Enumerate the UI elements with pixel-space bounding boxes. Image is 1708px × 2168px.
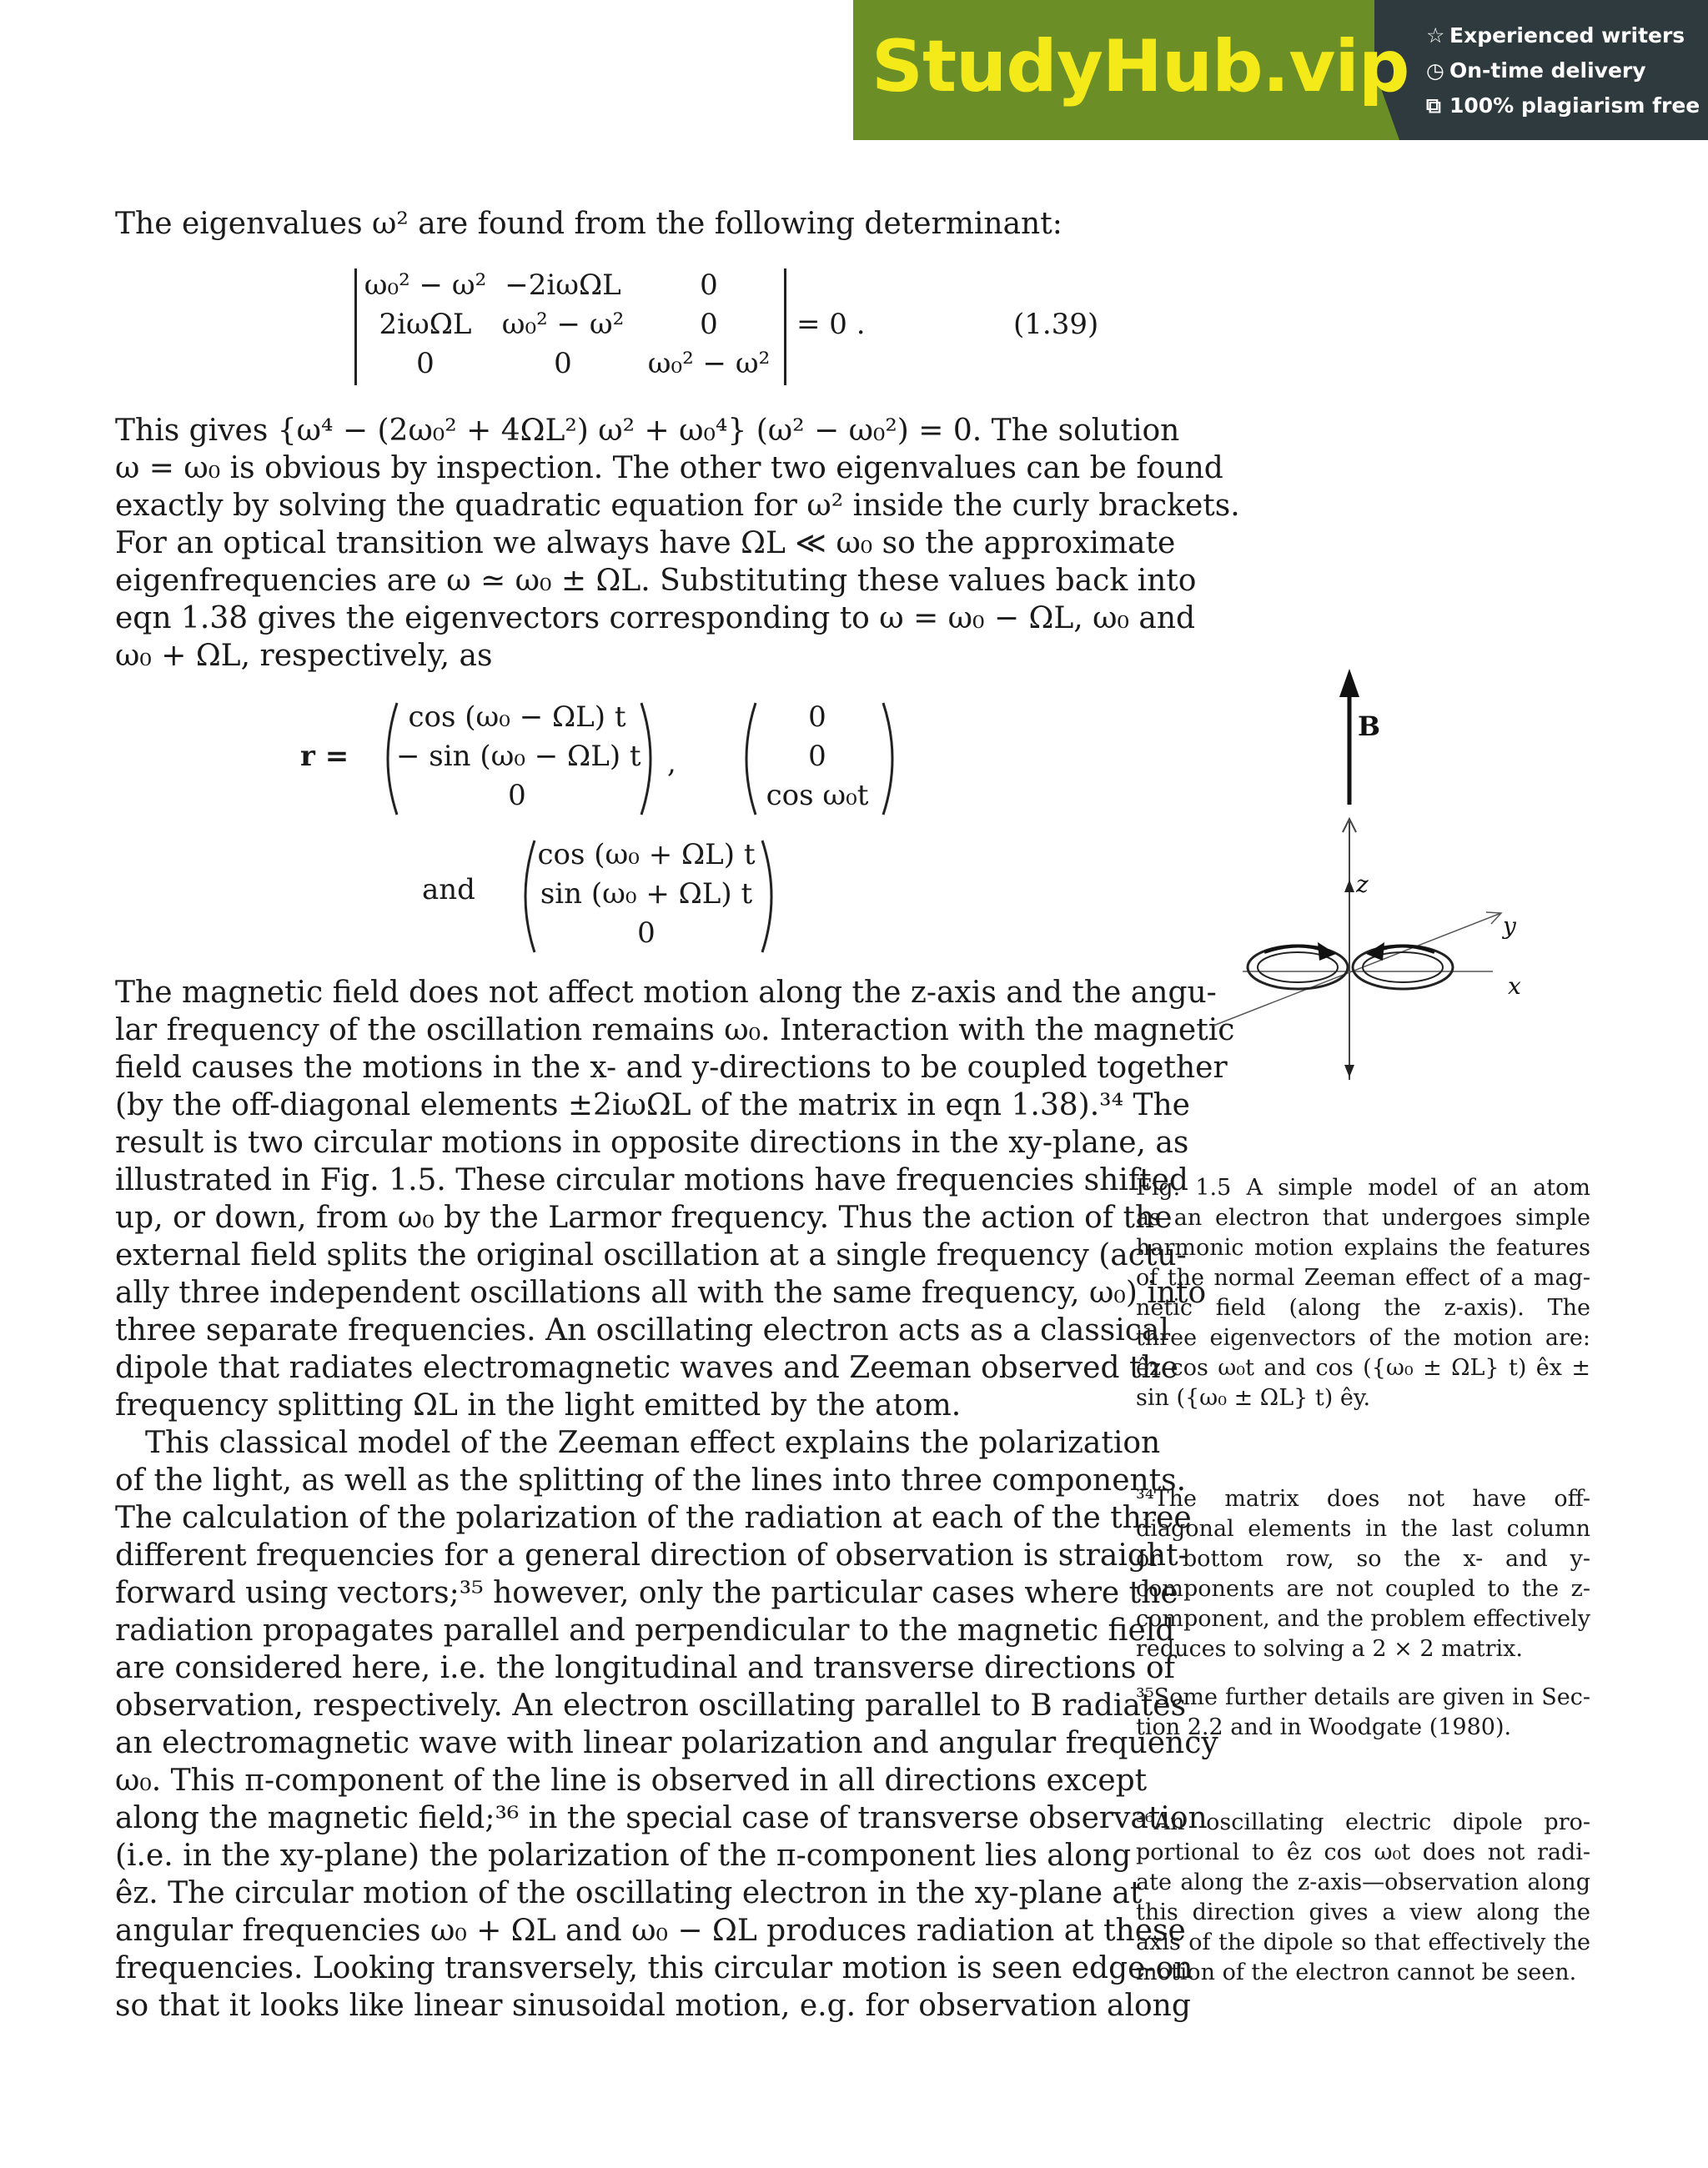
- x-label: x: [1508, 972, 1521, 1000]
- paren-right: [880, 700, 905, 817]
- equation-number: (1.39): [1013, 308, 1099, 341]
- det-rhs: = 0 .: [796, 308, 866, 341]
- text-line: so that it looks like linear sinusoidal motion, e.g. for observation along: [115, 1989, 1191, 2023]
- det-bar-left: [354, 268, 357, 385]
- text-line: For an optical transition we always have ΩL ≪ ω₀ so the approximate: [115, 526, 1176, 560]
- studyhub-logo[interactable]: StudyHub.vip: [872, 25, 1409, 108]
- det-bar-right: [784, 268, 786, 385]
- text-line: This classical model of the Zeeman effect explains the polarization: [145, 1426, 1161, 1460]
- footnote-36-line: axis of the dipole so that effectively the: [1136, 1930, 1590, 1955]
- footnote-35-line: tion 2.2 and in Woodgate (1980).: [1136, 1714, 1512, 1740]
- figure-caption-line: of the normal Zeeman effect of a mag-: [1136, 1265, 1590, 1291]
- text-line: dipole that radiates electromagnetic waves and Zeeman observed the: [115, 1351, 1178, 1385]
- badge-on-time-delivery: ◷ On-time delivery: [1426, 58, 1646, 83]
- text-line: forward using vectors;³⁵ however, only the particular cases where the: [115, 1576, 1178, 1610]
- vector-cell: − sin (ω₀ − ΩL) t: [396, 740, 641, 773]
- footnote-34-line: component, and the problem effectively: [1136, 1606, 1590, 1632]
- text-line: ω₀. This π-component of the line is observed in all directions except: [115, 1764, 1148, 1798]
- text-line: along the magnetic field;³⁶ in the special case of transverse observation: [115, 1801, 1208, 1835]
- text-line: eqn 1.38 gives the eigenvectors corresponding to ω = ω₀ − ΩL, ω₀ and: [115, 601, 1196, 635]
- text-line: different frequencies for a general direction of observation is straight-: [115, 1538, 1188, 1573]
- star-icon: ☆: [1426, 23, 1445, 48]
- det-cell: ω₀² − ω²: [501, 308, 625, 341]
- text-line: of the light, as well as the splitting of the lines into three components.: [115, 1463, 1187, 1498]
- footnote-36-line: ate along the z-axis—observation along: [1136, 1869, 1590, 1895]
- det-cell: ω₀² − ω²: [364, 268, 487, 302]
- text-line: ω = ω₀ is obvious by inspection. The other two eigenvalues can be found: [115, 451, 1223, 485]
- text-line: radiation propagates parallel and perpendicular to the magnetic field: [115, 1613, 1175, 1648]
- footnote-34-line: components are not coupled to the z-: [1136, 1576, 1590, 1602]
- footnote-34-line: reduces to solving a 2 × 2 matrix.: [1136, 1636, 1523, 1662]
- text-line: eigenfrequencies are ω ≃ ω₀ ± ΩL. Substituting these values back into: [115, 564, 1197, 598]
- text-line: ally three independent oscillations all with the same frequency, ω₀) into: [115, 1276, 1207, 1310]
- copy-icon: ⧉: [1426, 93, 1441, 118]
- figure-caption-line: three eigenvectors of the motion are:: [1136, 1325, 1590, 1351]
- det-cell: ω₀² − ω²: [647, 347, 771, 380]
- text-line: illustrated in Fig. 1.5. These circular motions have frequencies shifted: [115, 1163, 1188, 1197]
- text-line: are considered here, i.e. the longitudinal and transverse directions of: [115, 1651, 1175, 1685]
- figure-caption-line: sin ({ω₀ ± ΩL} t) êy.: [1136, 1385, 1371, 1411]
- vector-cell: cos (ω₀ + ΩL) t: [537, 838, 756, 871]
- b-label: B: [1358, 710, 1381, 742]
- text-line: êz. The circular motion of the oscillating electron in the xy-plane at: [115, 1876, 1143, 1910]
- circular-orbit-lower: [1248, 942, 1348, 989]
- y-label: y: [1503, 912, 1516, 940]
- text-line: The magnetic field does not affect motion along the z-axis and the angu-: [115, 976, 1217, 1010]
- footnote-36-line: this direction gives a view along the: [1136, 1900, 1590, 1925]
- text-line: (by the off-diagonal elements ±2iωΩL of the matrix in eqn 1.38).³⁴ The: [115, 1088, 1190, 1122]
- badge-plagiarism-free: ⧉ 100% plagiarism free: [1426, 93, 1700, 118]
- det-cell: −2iωΩL: [505, 268, 621, 302]
- figure-zeeman-diagram: [1184, 650, 1560, 1117]
- det-cell: 0: [416, 347, 435, 380]
- eigenvector-third: [417, 838, 801, 963]
- text-line: an electromagnetic wave with linear polarization and angular frequency: [115, 1726, 1218, 1760]
- footnote-34-line: or bottom row, so the x- and y-: [1136, 1546, 1590, 1572]
- vector-comma: ,: [667, 746, 676, 780]
- paren-right: [638, 700, 663, 817]
- footnote-34-line: ³⁴The matrix does not have off-: [1136, 1486, 1590, 1512]
- figure-caption-line: netic field (along the z-axis). The: [1136, 1295, 1590, 1321]
- b-field-arrow: [1339, 669, 1359, 805]
- text-line: result is two circular motions in opposite directions in the xy-plane, as: [115, 1126, 1189, 1160]
- text-line: observation, respectively. An electron oscillating parallel to B radiates: [115, 1689, 1187, 1723]
- z-label: z: [1356, 871, 1369, 898]
- text-line: This gives {ω⁴ − (2ω₀² + 4ΩL²) ω² + ω₀⁴} (ω² − ω₀²) = 0. The solution: [115, 414, 1180, 448]
- vector-cell: 0: [808, 740, 826, 773]
- figure-caption-line: harmonic motion explains the features: [1136, 1235, 1590, 1261]
- footnote-35-line: ³⁵Some further details are given in Sec-: [1136, 1684, 1590, 1710]
- figure-caption-line: Fig. 1.5 A simple model of an atom: [1136, 1175, 1590, 1201]
- footnote-36-line: motion of the electron cannot be seen.: [1136, 1960, 1577, 1985]
- det-cell: 2iωΩL: [379, 308, 472, 341]
- footnote-34-line: diagonal elements in the last column: [1136, 1516, 1590, 1542]
- text-line: The calculation of the polarization of the radiation at each of the three: [115, 1501, 1192, 1535]
- vector-cell: sin (ω₀ + ΩL) t: [540, 877, 753, 911]
- text-line: lar frequency of the oscillation remains ω₀. Interaction with the magnetic: [115, 1013, 1235, 1047]
- text-line: ω₀ + ΩL, respectively, as: [115, 639, 493, 673]
- footnote-36-line: ³⁶An oscillating electric dipole pro-: [1136, 1809, 1590, 1835]
- vector-cell: cos ω₀t: [766, 779, 869, 812]
- text-line: frequencies. Looking transversely, this circular motion is seen edge-on: [115, 1951, 1193, 1985]
- and-word: and: [422, 873, 475, 906]
- badge-experienced-writers: ☆ Experienced writers: [1426, 23, 1685, 48]
- text-line: frequency splitting ΩL in the light emitted by the atom.: [115, 1388, 962, 1423]
- text-line: The eigenvalues ω² are found from the following determinant:: [115, 207, 1062, 241]
- text-line: three separate frequencies. An oscillating electron acts as a classical: [115, 1313, 1169, 1347]
- text-line: up, or down, from ω₀ by the Larmor frequency. Thus the action of the: [115, 1201, 1173, 1235]
- clock-icon: ◷: [1426, 58, 1444, 83]
- vector-lhs: r =: [300, 740, 349, 773]
- text-line: (i.e. in the xy-plane) the polarization of the π-component lies along: [115, 1839, 1132, 1873]
- figure-caption-line: as an electron that undergoes simple: [1136, 1205, 1590, 1231]
- text-line: exactly by solving the quadratic equation for ω² inside the curly brackets.: [115, 489, 1240, 523]
- det-cell: 0: [700, 268, 718, 302]
- text-line: external field splits the original oscillation at a single frequency (actu-: [115, 1238, 1187, 1272]
- vector-cell: 0: [637, 916, 656, 950]
- det-cell: 0: [700, 308, 718, 341]
- determinant: [354, 268, 1188, 385]
- vector-cell: 0: [808, 700, 826, 734]
- det-cell: 0: [554, 347, 572, 380]
- y-axis: [1213, 912, 1501, 1026]
- footnote-36-line: portional to êz cos ω₀t does not radi-: [1136, 1839, 1590, 1865]
- figure-caption-line: êz cos ω₀t and cos ({ω₀ ± ΩL} t) êx ±: [1136, 1355, 1590, 1381]
- paren-right: [759, 838, 784, 955]
- vector-cell: 0: [508, 779, 526, 812]
- vector-cell: cos (ω₀ − ΩL) t: [408, 700, 626, 734]
- z-axis: [1343, 819, 1356, 1080]
- text-line: angular frequencies ω₀ + ΩL and ω₀ − ΩL produces radiation at these: [115, 1914, 1186, 1948]
- text-line: field causes the motions in the x- and y-directions to be coupled together: [115, 1051, 1228, 1085]
